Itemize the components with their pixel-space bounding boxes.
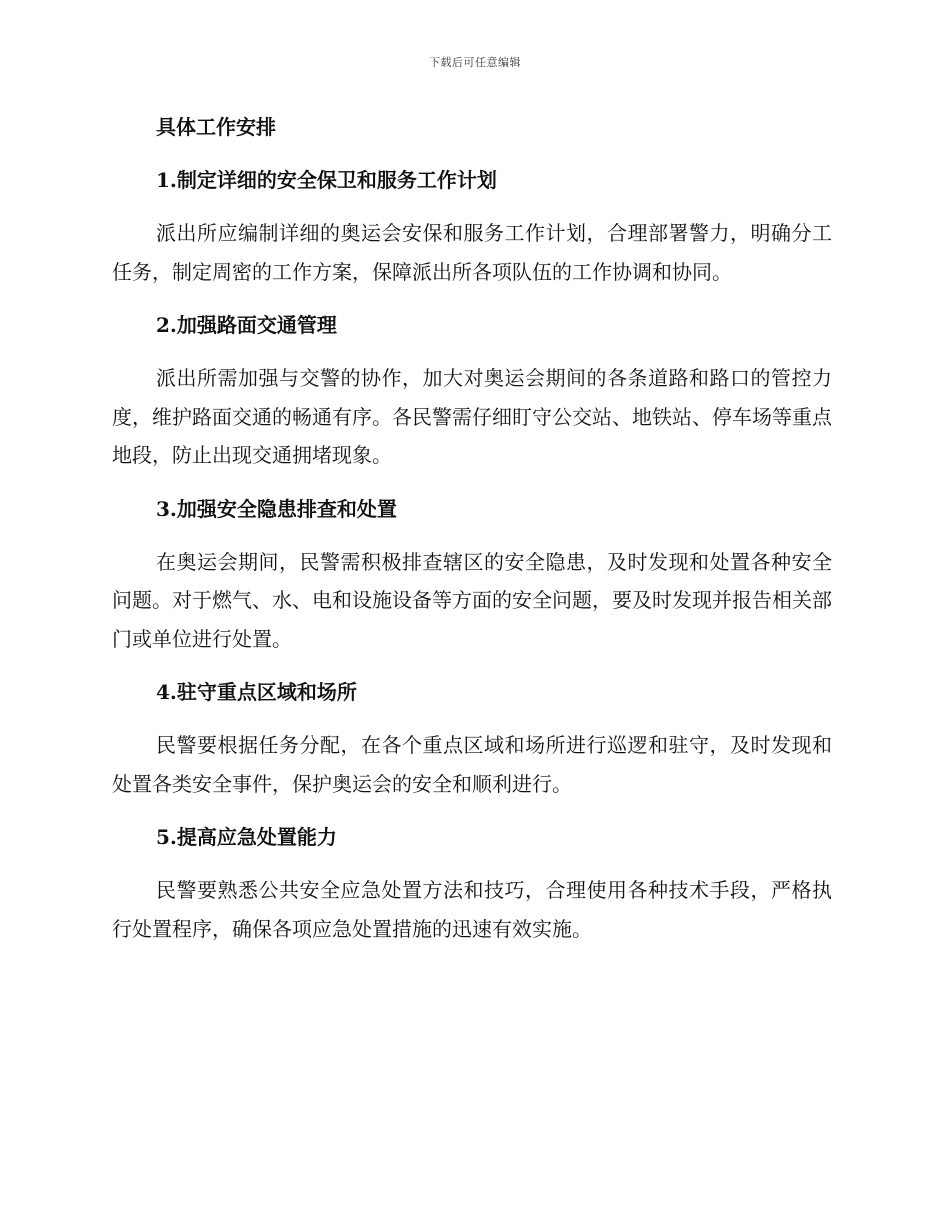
section-heading: 4.驻守重点区域和场所 [156,680,357,704]
section-paragraph: 在奥运会期间，民警需积极排查辖区的安全隐患，及时发现和处置各种安全问题。对于燃气、水、电和设施设备等方面的安全问题，要及时发现并报告相关部门或单位进行处置。 [112,549,832,651]
section-paragraph: 派出所需加强与交警的协作，加大对奥运会期间的各条道路和路口的管控力度，维护路面交通的畅通有序。各民警需仔细盯守公交站、地铁站、停车场等重点地段，防止出现交通拥堵现象。 [112,366,832,467]
section-paragraph: 民警要根据任务分配，在各个重点区域和场所进行巡逻和驻守，及时发现和处置各类安全事件，保护奥运会的安全和顺利进行。 [112,733,832,796]
section-3 [112,490,832,659]
section-heading: 5.提高应急处置能力 [156,825,337,849]
section-1 [112,161,832,291]
section-4 [112,673,832,803]
document-title: 具体工作安排 [156,115,276,139]
section-heading: 1.制定详细的安全保卫和服务工作计划 [156,168,497,192]
section-paragraph: 民警要熟悉公共安全应急处置方法和技巧，合理使用各种技术手段，严格执行处置程序，确保各项应急处置措施的迅速有效实施。 [112,878,832,941]
section-5 [112,818,832,948]
section-heading: 2.加强路面交通管理 [156,313,337,337]
page-header-note: 下载后可任意编辑 [429,56,521,69]
section-heading: 3.加强安全隐患排查和处置 [156,496,397,521]
section-2 [112,306,832,475]
section-paragraph: 派出所应编制详细的奥运会安保和服务工作计划，合理部署警力，明确分工任务，制定周密的工作方案，保障派出所各项队伍的工作协调和协同。 [112,221,832,284]
document-body [112,108,832,963]
